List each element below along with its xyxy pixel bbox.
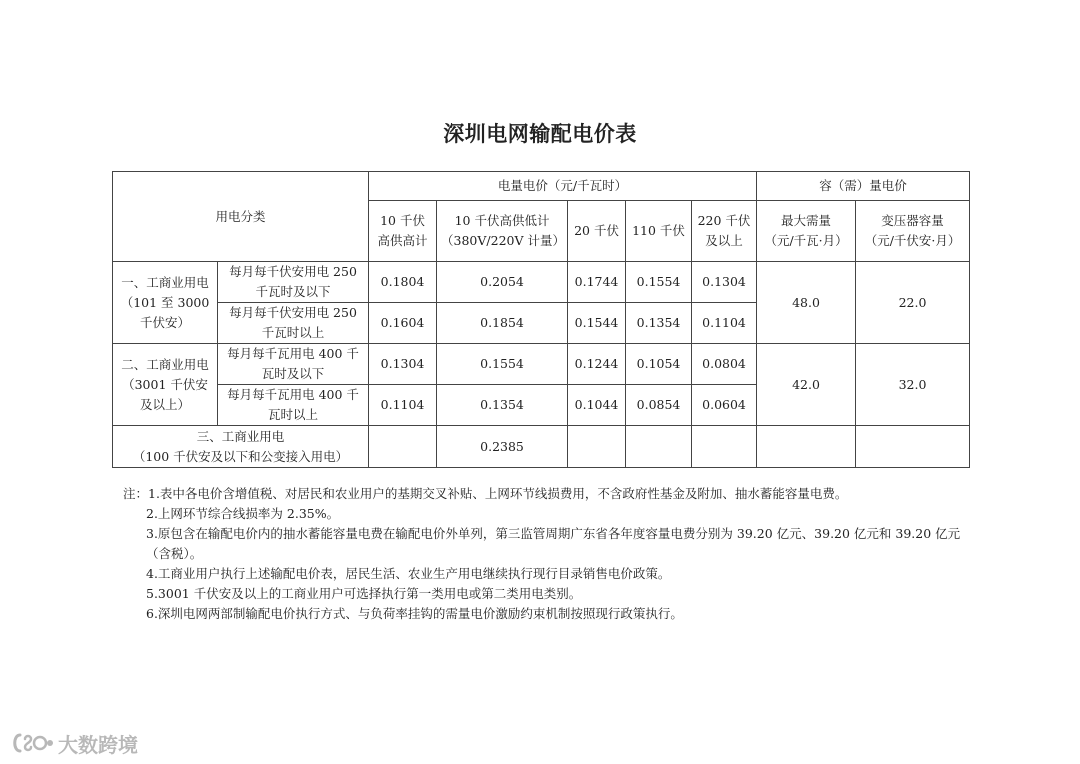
- price-cell: 0.2054: [437, 262, 568, 303]
- note-3: 3.原包含在输配电价内的抽水蓄能容量电费在输配电价外单列，第三监管周期广东省各年度容量电费分别为 39.20 亿元、39.20 亿元和 39.20 亿元: [146, 526, 961, 541]
- col-header-10kv-high: 10 千伏 高供高计: [369, 201, 437, 262]
- sub-category-label: 每月每千伏安用电 250 千瓦时以上: [218, 303, 369, 344]
- price-cell: 0.0854: [626, 385, 692, 426]
- empty-cell: [692, 426, 757, 468]
- watermark: [10, 728, 138, 758]
- price-cell: 0.2385: [437, 426, 568, 468]
- capacity-price-header: 容（需）量电价: [757, 172, 970, 201]
- empty-cell: [757, 426, 856, 468]
- price-cell: 0.1804: [369, 262, 437, 303]
- col-header-max-demand: 最大需量 （元/千瓦·月）: [757, 201, 856, 262]
- energy-price-header: 电量电价（元/千瓦时）: [369, 172, 757, 201]
- max-demand-price: 42.0: [757, 344, 856, 426]
- note-1: 注：1.表中各电价含增值税、对居民和农业用户的基期交叉补贴、上网环节线损费用，不含政府性基金及附加、抽水蓄能容量电费。: [123, 486, 848, 501]
- price-cell: 0.1244: [568, 344, 626, 385]
- page-title: 深圳电网输配电价表: [443, 121, 637, 146]
- price-cell: 0.1104: [369, 385, 437, 426]
- transformer-price: 32.0: [856, 344, 970, 426]
- price-cell: 0.1054: [626, 344, 692, 385]
- col-header-110kv: 110 千伏: [626, 201, 692, 262]
- category-header: 用电分类: [113, 172, 369, 262]
- table-row: [113, 426, 970, 468]
- watermark-text: 大数跨境: [58, 732, 138, 757]
- note-2: 2.上网环节综合线损率为 2.35%。: [146, 506, 340, 521]
- price-cell: 0.1304: [369, 344, 437, 385]
- price-cell: 0.1354: [437, 385, 568, 426]
- watermark-logo-icon: [10, 730, 54, 756]
- price-cell: 0.0804: [692, 344, 757, 385]
- transformer-price: 22.0: [856, 262, 970, 344]
- price-cell: 0.1104: [692, 303, 757, 344]
- empty-cell: [626, 426, 692, 468]
- col-header-220kv: 220 千伏 及以上: [692, 201, 757, 262]
- col-header-transformer: 变压器容量 （元/千伏安·月）: [856, 201, 970, 262]
- empty-cell: [856, 426, 970, 468]
- note-4: 4.工商业用户执行上述输配电价表，居民生活、农业生产用电继续执行现行目录销售电价政策。: [146, 566, 671, 581]
- col-header-20kv: 20 千伏: [568, 201, 626, 262]
- group-label: 三、工商业用电 （100 千伏安及以下和公变接入用电）: [113, 426, 369, 468]
- empty-cell: [568, 426, 626, 468]
- price-cell: 0.1554: [626, 262, 692, 303]
- notes-section: [123, 484, 1003, 624]
- empty-cell: [369, 426, 437, 468]
- group-label: 一、工商业用电 （101 至 3000 千伏安）: [113, 262, 218, 344]
- table-row: [113, 262, 970, 303]
- max-demand-price: 48.0: [757, 262, 856, 344]
- col-header-10kv-low: 10 千伏高供低计 （380V/220V 计量）: [437, 201, 568, 262]
- sub-category-label: 每月每千瓦用电 400 千 瓦时及以下: [218, 344, 369, 385]
- price-cell: 0.1854: [437, 303, 568, 344]
- table-row: [113, 344, 970, 385]
- price-cell: 0.1544: [568, 303, 626, 344]
- note-3-continued: （含税）。: [146, 546, 203, 561]
- sub-category-label: 每月每千瓦用电 400 千 瓦时以上: [218, 385, 369, 426]
- price-cell: 0.0604: [692, 385, 757, 426]
- price-table: [112, 171, 970, 468]
- price-cell: 0.1604: [369, 303, 437, 344]
- price-cell: 0.1044: [568, 385, 626, 426]
- price-cell: 0.1744: [568, 262, 626, 303]
- note-6: 6.深圳电网两部制输配电价执行方式、与负荷率挂钩的需量电价激励约束机制按照现行政策执行。: [146, 606, 683, 621]
- price-cell: 0.1304: [692, 262, 757, 303]
- price-cell: 0.1554: [437, 344, 568, 385]
- note-5: 5.3001 千伏安及以上的工商业用户可选择执行第一类用电或第二类用电类别。: [146, 586, 582, 601]
- sub-category-label: 每月每千伏安用电 250 千瓦时及以下: [218, 262, 369, 303]
- group-label: 二、工商业用电 （3001 千伏安 及以上）: [113, 344, 218, 426]
- price-cell: 0.1354: [626, 303, 692, 344]
